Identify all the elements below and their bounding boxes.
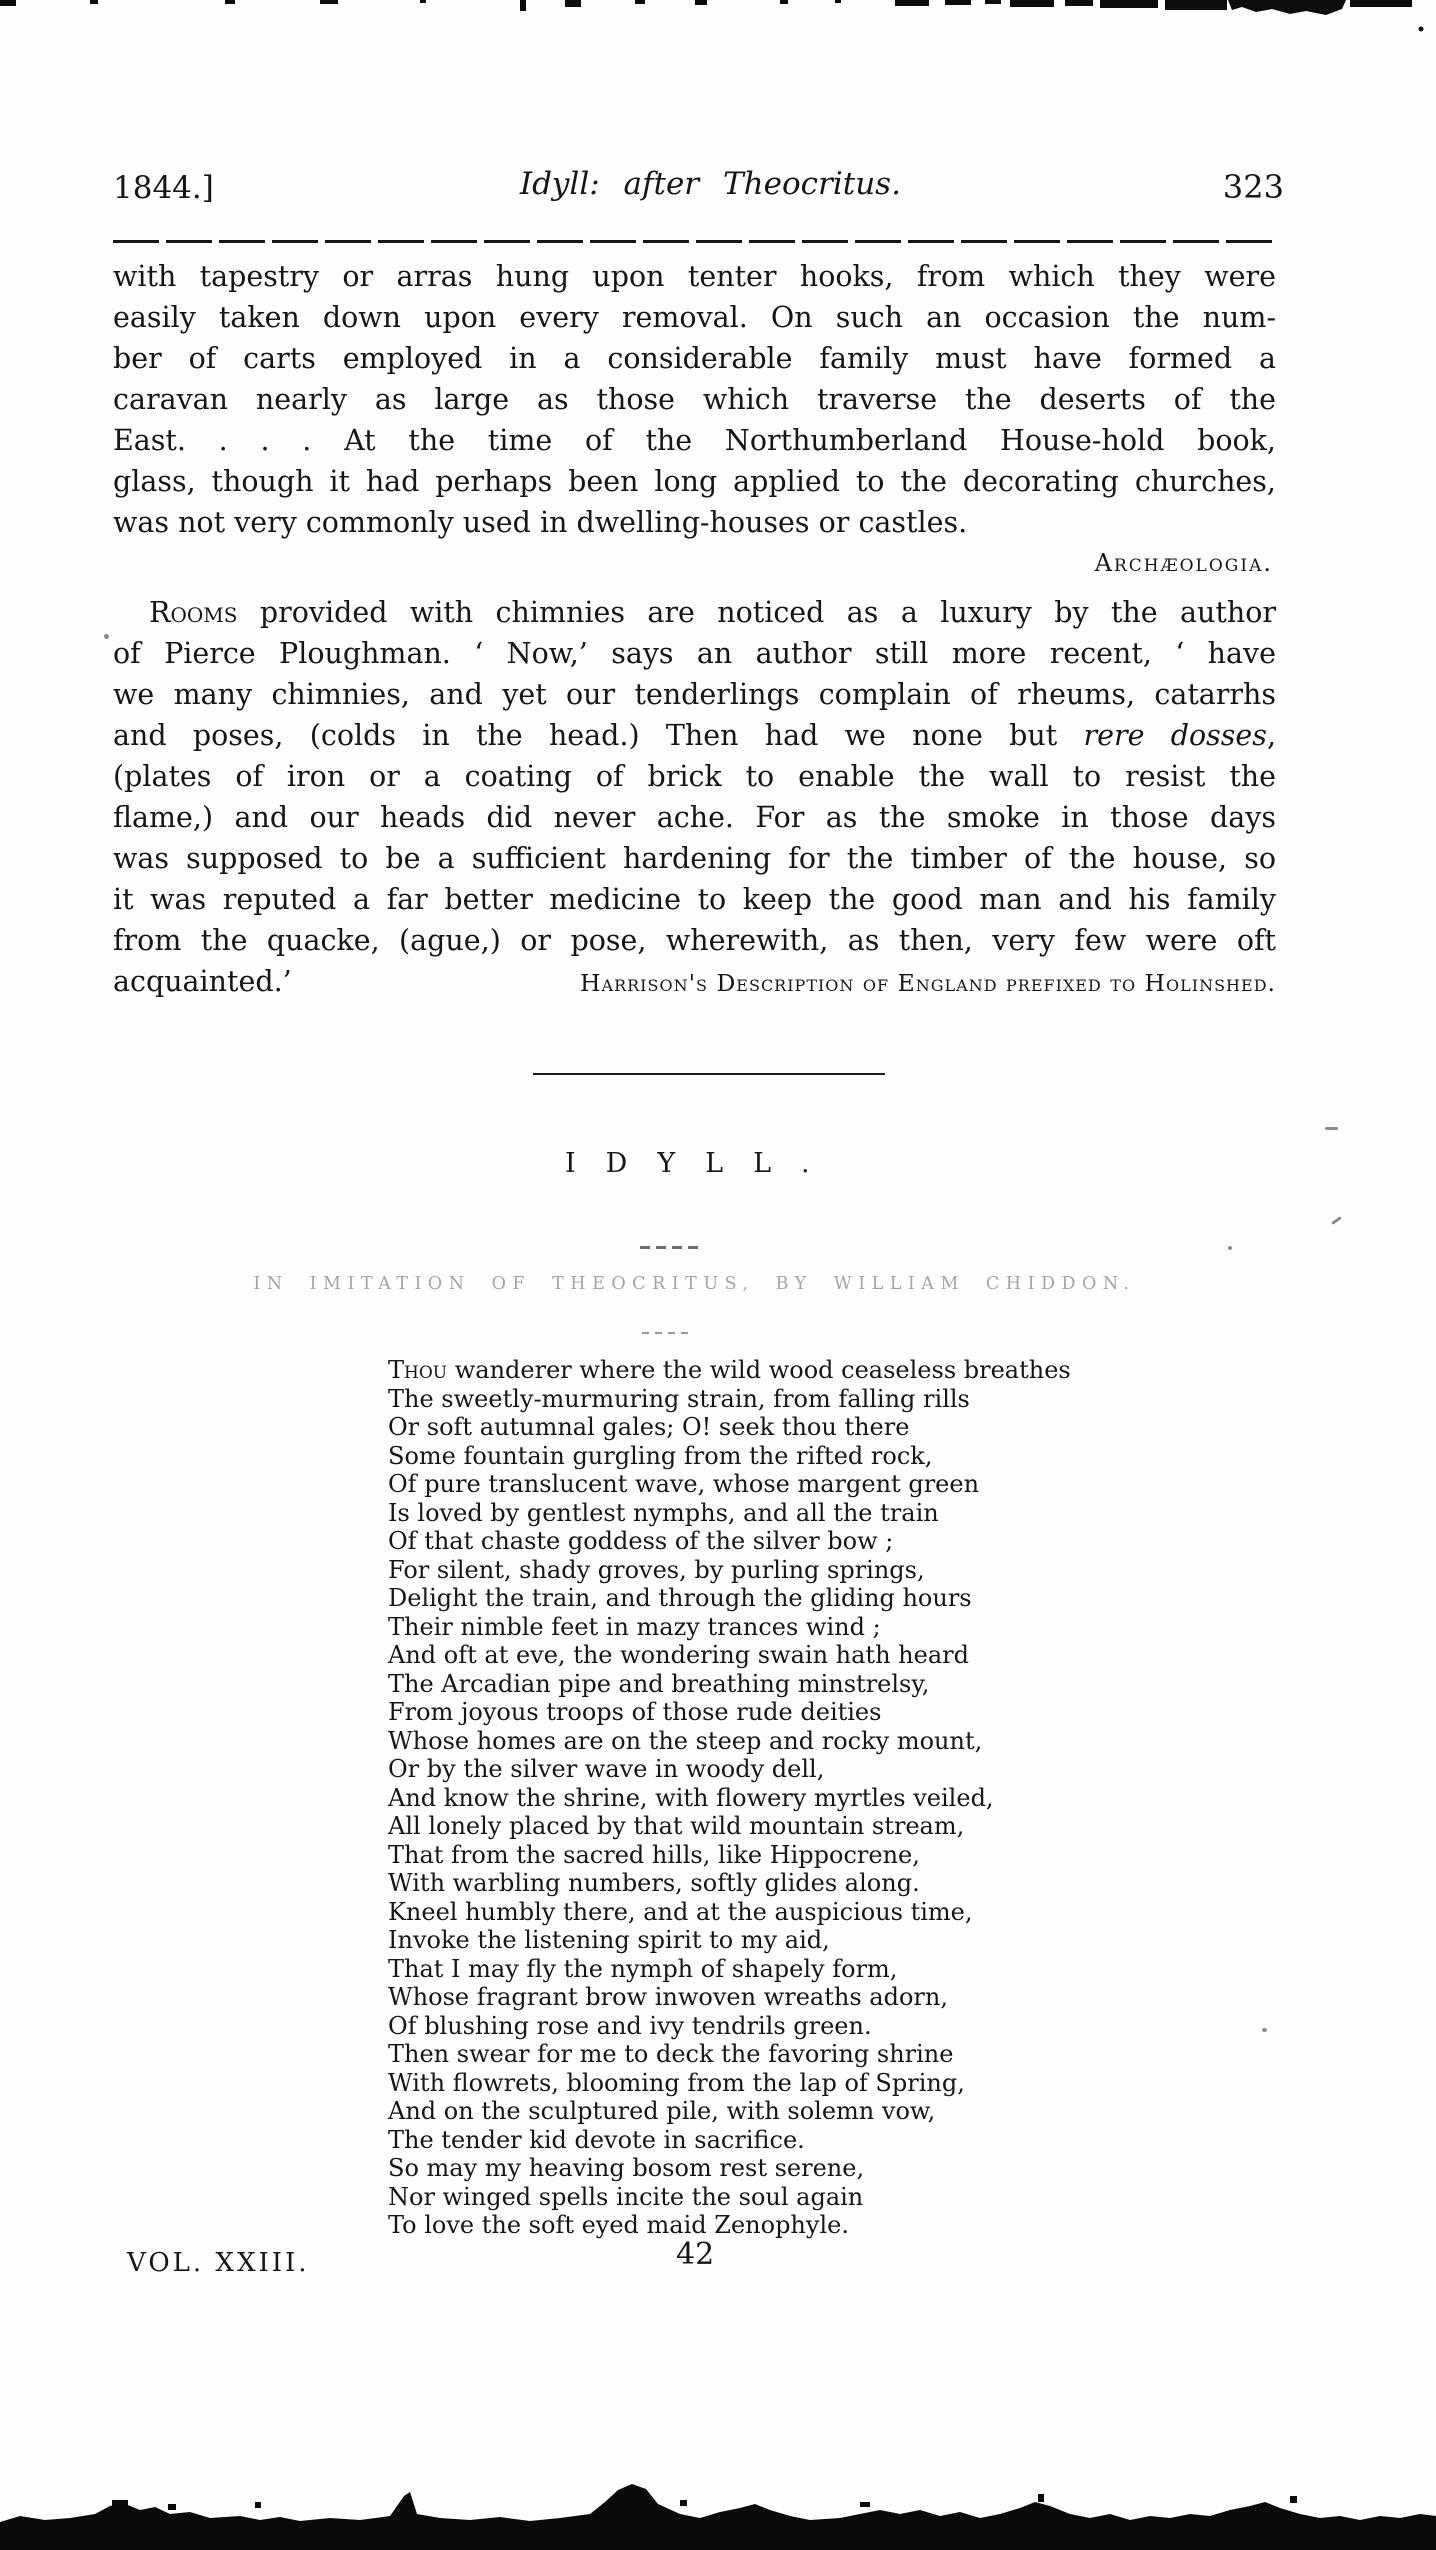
text-span: acquainted.’ <box>113 965 292 998</box>
poem-line: So may my heaving bosom rest serene, <box>388 2154 865 2182</box>
poem-line: And on the sculptured pile, with solemn vow, <box>388 2097 936 2125</box>
poem-line: From joyous troops of those rude deities <box>388 1698 882 1726</box>
decorative-dashes <box>642 1332 694 1334</box>
poem-body <box>388 1356 1071 2240</box>
text-span: , <box>1266 719 1276 752</box>
poem-line: With flowrets, blooming from the lap of Spring, <box>388 2068 965 2097</box>
scan-artifact-bottom-edge <box>0 2480 1436 2550</box>
scan-speck <box>1325 1127 1338 1130</box>
scan-speck <box>1331 1216 1342 1225</box>
scan-artifact-top-edge <box>0 0 1436 34</box>
section-divider-rule <box>533 1073 885 1075</box>
text-line: we many chimnies, and yet our tenderlings complain of rheums, catarrhs <box>113 678 1276 711</box>
attribution-archaeologia: Archæologia. <box>1094 549 1273 577</box>
poem-line: To love the soft eyed maid Zenophyle. <box>388 2211 849 2239</box>
poem-line: Of blushing rose and ivy tendrils green. <box>388 2011 872 2040</box>
poem-line: The sweetly-murmuring strain, from falling rills <box>388 1384 970 1413</box>
text-line: (plates of iron or a coating of brick to enable the wall to resist the <box>113 760 1276 793</box>
text-line: was supposed to be a sufficient hardening for the timber of the house, so <box>113 842 1276 875</box>
scan-speck <box>1228 1246 1232 1250</box>
excerpt-archaeologia <box>113 256 1276 543</box>
poem-line: Delight the train, and through the gliding hours <box>388 1584 972 1612</box>
poem-line: Is loved by gentlest nymphs, and all the train <box>388 1498 939 1527</box>
poem-line <box>388 1356 1071 1385</box>
scan-speck <box>1262 2028 1267 2032</box>
poem-line: Nor winged spells incite the soul again <box>388 2182 864 2211</box>
poem-title: IDYLL. <box>565 1148 840 1179</box>
scan-speck <box>104 634 109 639</box>
text-line: with tapestry or arras hung upon tenter hooks, from which they were <box>113 260 1276 293</box>
poem-line: And know the shrine, with flowery myrtles veiled, <box>388 1783 994 1812</box>
poem-line: The Arcadian pipe and breathing minstrelsy, <box>388 1669 930 1698</box>
poem-line: That I may fly the nymph of shapely form, <box>388 1954 898 1983</box>
smallcaps-word: Thou <box>388 1356 448 1384</box>
poem-line: Kneel humbly there, and at the auspicious time, <box>388 1897 973 1926</box>
header-year: 1844.] <box>113 170 214 206</box>
poem-line: Whose homes are on the steep and rocky mount, <box>388 1726 983 1755</box>
text-line: it was reputed a far better medicine to keep the good man and his family <box>113 883 1276 916</box>
header-rule <box>113 240 1273 243</box>
decorative-dashes <box>640 1246 702 1249</box>
poem-line: Or soft autumnal gales; O! seek thou there <box>388 1413 910 1441</box>
text-line: caravan nearly as large as those which traverse the deserts of the <box>113 383 1276 416</box>
poem-line: Some fountain gurgling from the rifted rock, <box>388 1441 933 1470</box>
poem-line: Of that chaste goddess of the silver bow ; <box>388 1527 894 1555</box>
text-line <box>113 715 1276 756</box>
text-line: flame,) and our heads did never ache. For as the smoke in those days <box>113 801 1276 834</box>
text-line: ber of carts employed in a considerable family must have formed a <box>113 342 1276 375</box>
text-line: glass, though it had perhaps been long applied to the decorating churches, <box>113 465 1276 498</box>
text-line: East. . . . At the time of the Northumberland House-hold book, <box>113 424 1276 457</box>
poem-line: For silent, shady groves, by purling springs, <box>388 1555 925 1584</box>
poem-byline: IN IMITATION OF THEOCRITUS, BY WILLIAM CHIDDON. <box>253 1274 1136 1294</box>
text-line: was not very commonly used in dwelling-houses or castles. <box>113 506 968 539</box>
text-line <box>113 592 1276 633</box>
poem-line: That from the sacred hills, like Hippocrene, <box>388 1840 920 1869</box>
text-span: provided with chimnies are noticed as a luxury by the author <box>237 596 1276 629</box>
text-line <box>113 961 1276 1004</box>
poem-line: Of pure translucent wave, whose margent green <box>388 1470 980 1498</box>
attribution-harrison: Harrison's Description of England prefixed to Holinshed. <box>580 969 1276 997</box>
smallcaps-word: Rooms <box>149 596 238 629</box>
poem-line: With warbling numbers, softly glides along. <box>388 1869 920 1897</box>
excerpt-harrison <box>113 592 1276 1004</box>
poem-line: All lonely placed by that wild mountain stream, <box>388 1812 965 1840</box>
volume-label: VOL. XXIII. <box>127 2248 310 2278</box>
text-span: and poses, (colds in the head.) Then had we none but <box>113 719 1084 752</box>
text-line: easily taken down upon every removal. On such an occasion the num- <box>113 301 1276 334</box>
poem-line: Invoke the listening spirit to my aid, <box>388 1926 830 1954</box>
italic-phrase: rere dosses <box>1083 719 1267 752</box>
poem-line: The tender kid devote in sacrifice. <box>388 2125 805 2154</box>
page-number: 323 <box>1222 168 1284 206</box>
text-line: of Pierce Ploughman. ‘ Now,’ says an author still more recent, ‘ have <box>113 637 1276 670</box>
text-span: wanderer where the wild wood ceaseless breathes <box>447 1356 1071 1384</box>
poem-line: Then swear for me to deck the favoring shrine <box>388 2040 954 2068</box>
poem-line: Or by the silver wave in woody dell, <box>388 1755 825 1783</box>
text-line: from the quacke, (ague,) or pose, wherewith, as then, very few were oft <box>113 924 1276 957</box>
running-title: Idyll: after Theocritus. <box>519 166 901 202</box>
signature-number: 42 <box>676 2237 715 2272</box>
poem-line: And oft at eve, the wondering swain hath heard <box>388 1641 969 1669</box>
poem-line: Whose fragrant brow inwoven wreaths adorn, <box>388 1983 948 2011</box>
poem-line: Their nimble feet in mazy trances wind ; <box>388 1612 881 1641</box>
